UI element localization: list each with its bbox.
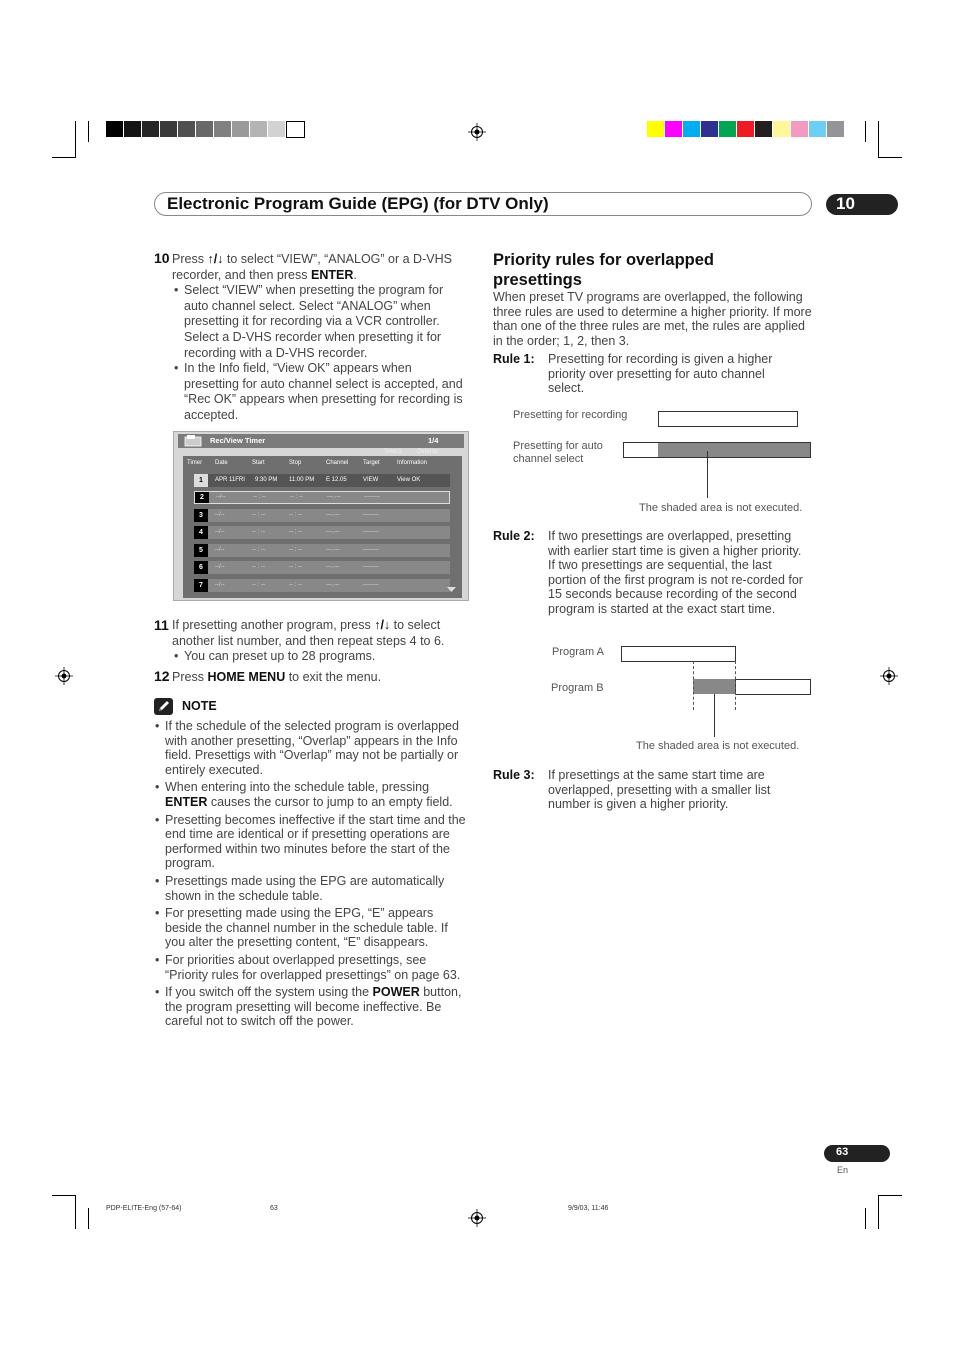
table-row[interactable] (194, 491, 450, 504)
language-label: En (837, 1165, 849, 1175)
list-item: • For priorities about overlapped presettings, see “Priority rules for overlapped presettings” on page 63. (155, 953, 471, 982)
gray-swatch (268, 121, 285, 137)
registration-mark-icon (468, 123, 486, 141)
step-text: If presetting another program, press (172, 618, 375, 632)
priority-intro: When preset TV programs are overlapped, the following three rules are used to determine a higher priority. If more than one of the three rules are met, the rules are applied in the order; 1, 2, then 3. (493, 290, 812, 348)
step-11-text (172, 618, 470, 665)
row-target: -------- (364, 494, 380, 500)
column-header: Channel (326, 460, 349, 466)
gray-swatch (250, 121, 267, 137)
gray-swatch (196, 121, 213, 137)
color-swatch (827, 121, 844, 137)
crop-mark (865, 121, 866, 142)
recording-bar (658, 411, 798, 427)
pointer-line (707, 451, 708, 498)
step-number: 12 (154, 668, 170, 684)
gray-swatch (178, 121, 195, 137)
diagram-label: Program A (552, 646, 604, 658)
step-10-text (172, 252, 468, 424)
page-title: Electronic Program Guide (EPG) (for DTV Only) (167, 194, 549, 213)
color-swatch (809, 121, 826, 137)
crop-mark (878, 121, 879, 158)
diagram-label: Program B (551, 682, 604, 694)
row-stop: 11:00 PM (289, 477, 315, 483)
step-text: to select another list number, and then repeat steps 4 to 6. (172, 618, 445, 648)
color-swatch (719, 121, 736, 137)
row-channel: ---.--- (327, 494, 341, 500)
gray-swatch (124, 121, 141, 137)
footer-page: 63 (270, 1205, 278, 1212)
column-header: Target (363, 460, 380, 466)
row-stop: -- : -- (289, 582, 302, 588)
row-target: -------- (363, 529, 379, 535)
color-swatch (755, 121, 772, 137)
table-row[interactable] (194, 579, 450, 592)
registration-mark-icon (55, 667, 73, 685)
column-header: Timer (187, 460, 203, 466)
row-start: -- : -- (252, 529, 265, 535)
row-number: 6 (194, 561, 208, 574)
note-pencil-icon (154, 698, 173, 715)
key-name: ENTER (165, 794, 208, 809)
program-b-bar (735, 679, 811, 695)
screen-title: Rec/View Timer (210, 436, 266, 445)
row-date: --/-- (215, 582, 225, 588)
rule-label: Rule 2: (493, 529, 535, 543)
overlap-label: Overlap (417, 449, 439, 455)
row-target: -------- (363, 547, 379, 553)
row-start: -- : -- (252, 547, 265, 553)
shaded-area (658, 443, 810, 457)
step-text: to select “VIEW”, “ANALOG” or a D-VHS recorder, and then press (172, 252, 452, 282)
step-text: Press (172, 252, 208, 266)
row-date: --/-- (216, 494, 226, 500)
scroll-down-icon[interactable] (447, 587, 456, 593)
column-header: Start (252, 460, 265, 466)
row-target: -------- (363, 512, 379, 518)
row-target: -------- (363, 564, 379, 570)
note-title: NOTE (182, 699, 217, 713)
diagram-caption: The shaded area is not executed. (636, 740, 800, 752)
row-stop: -- : -- (289, 547, 302, 553)
row-number: 5 (194, 544, 208, 557)
list-item: • Presetting becomes ineffective if the start time and the end time are identical or if presetting operations are performed within two minutes before the start of the program. (155, 813, 471, 871)
registration-mark-icon (880, 667, 898, 685)
row-date: --/-- (215, 547, 225, 553)
dashed-guide (735, 661, 736, 710)
row-number: 1 (194, 474, 208, 487)
table-row[interactable] (194, 474, 450, 487)
key-name: POWER (372, 985, 420, 1000)
gray-swatch (106, 121, 123, 137)
table-row[interactable] (194, 526, 450, 539)
row-number: 3 (194, 509, 208, 522)
registration-mark-icon (468, 1209, 486, 1227)
rule-text: Presetting for recording is given a higher priority over presetting for auto channel select. (548, 352, 773, 396)
crop-mark (75, 121, 76, 158)
list-item: • In the Info field, “View OK” appears when presetting for auto channel select is accepted, and “Rec OK” appears when presetting for recording is accepted. (174, 361, 468, 423)
timer-table (183, 449, 462, 598)
row-date: --/-- (215, 529, 225, 535)
row-channel: E 12.05 (326, 477, 347, 483)
step-number: 10 (154, 250, 170, 266)
table-row[interactable] (194, 544, 450, 557)
row-start: -- : -- (252, 512, 265, 518)
total-label: Total:1 (384, 449, 402, 455)
list-item: • You can preset up to 28 programs. (174, 649, 470, 665)
gray-swatch (160, 121, 177, 137)
diagram-label: Presetting for auto channel select (513, 440, 603, 465)
arrow-keys-icon: ↑/↓ (207, 252, 224, 266)
section-title: Priority rules for overlapped presettings (493, 251, 714, 289)
row-target: -------- (363, 582, 379, 588)
note-list (155, 719, 471, 1029)
row-date: --/-- (215, 512, 225, 518)
row-number: 7 (194, 579, 208, 592)
step-text: . (353, 267, 357, 282)
crop-mark (878, 157, 902, 158)
row-start: -- : -- (253, 494, 266, 500)
page-number-badge (824, 1145, 890, 1162)
step-12-text (172, 670, 470, 686)
row-channel: ---.--- (326, 547, 340, 553)
list-item: • If the schedule of the selected program is overlapped with another presetting, “Overlap” appears in the Info field. Presettigs with “Overlap” may not be partially or entirely executed. (155, 719, 471, 777)
color-swatch (665, 121, 682, 137)
crop-mark (88, 121, 89, 142)
row-date: APR 11FRI (215, 477, 245, 483)
gray-swatch (232, 121, 249, 137)
crop-mark (75, 1195, 76, 1229)
color-swatch (701, 121, 718, 137)
row-stop: -- : -- (289, 529, 302, 535)
screen-page: 1/4 (428, 436, 439, 445)
row-start: 9:30 PM (255, 477, 278, 483)
color-swatch (737, 121, 754, 137)
rule-label: Rule 3: (493, 768, 535, 782)
row-channel: ---.--- (326, 512, 340, 518)
row-channel: ---.--- (326, 582, 340, 588)
dashed-guide (693, 661, 694, 710)
column-header: Stop (289, 460, 302, 466)
row-number: 2 (195, 492, 209, 503)
color-swatch (791, 121, 808, 137)
row-number: 4 (194, 526, 208, 539)
row-channel: ---.--- (326, 529, 340, 535)
column-header: Date (215, 460, 228, 466)
list-item (155, 780, 471, 809)
shaded-area (693, 679, 736, 694)
diagram-label: Presetting for recording (513, 409, 628, 421)
table-row[interactable] (194, 561, 450, 574)
key-name: ENTER (310, 267, 354, 282)
arrow-keys-icon: ↑/↓ (374, 618, 391, 632)
row-stop: -- : -- (289, 512, 302, 518)
footer-file: PDP-ELITE-Eng (57-64) (106, 1205, 182, 1212)
rule-label: Rule 1: (493, 352, 535, 366)
color-swatch (773, 121, 790, 137)
row-start: -- : -- (252, 582, 265, 588)
list-item: • Select “VIEW” when presetting the program for auto channel select. Select “ANALOG” when presetting it for recording via a VCR controller. Select a D-VHS recorder when presetting it for recording with a D-VHS recorder. (174, 283, 468, 361)
gray-swatch (286, 121, 305, 138)
crop-mark (865, 1208, 866, 1229)
row-start: -- : -- (252, 564, 265, 570)
row-date: --/-- (215, 564, 225, 570)
row-stop: -- : -- (289, 564, 302, 570)
note-text: causes the cursor to jump to an empty field. (207, 794, 453, 809)
list-item (155, 985, 471, 1029)
crop-mark (52, 1195, 76, 1196)
list-item: • Presettings made using the EPG are automatically shown in the schedule table. (155, 874, 471, 903)
list-item: • For presetting made using the EPG, “E” appears beside the channel number in the schedule table. If you alter the presetting content, “E” disappears. (155, 906, 471, 950)
crop-mark (52, 157, 76, 158)
color-swatch (647, 121, 664, 137)
table-row[interactable] (194, 509, 450, 522)
screen-title-bar (178, 434, 464, 448)
row-channel: ---.--- (326, 564, 340, 570)
pointer-line (714, 694, 715, 737)
step-text: Press (172, 670, 208, 684)
row-info: View OK (397, 477, 421, 483)
color-swatch (683, 121, 700, 137)
rule-text: If two presettings are overlapped, presetting with earlier start time is given a higher priority. If two presettings are sequential, the last portion of the first program is not re-corded for 15 seconds because recording of the second program is started at the exact start time. (548, 529, 803, 616)
page-number: 63 (836, 1146, 849, 1158)
key-name: HOME MENU (207, 670, 286, 684)
row-stop: -- : -- (290, 494, 303, 500)
step-number: 11 (154, 617, 169, 633)
crop-mark (88, 1208, 89, 1229)
row-target: VIEW (363, 477, 379, 483)
column-header: Information (397, 460, 428, 466)
note-text: When entering into the schedule table, pressing (165, 780, 430, 795)
note-text: If you switch off the system using the (165, 985, 373, 1000)
program-a-bar (621, 646, 736, 662)
footer-date: 9/9/03, 11:46 (568, 1205, 609, 1212)
gray-swatch (214, 121, 231, 137)
rec-view-timer-screen (173, 431, 469, 601)
crop-mark (878, 1195, 902, 1196)
chapter-number: 10 (836, 194, 855, 213)
step-text: to exit the menu. (285, 670, 382, 684)
timer-icon (184, 435, 204, 447)
chapter-badge (826, 194, 898, 215)
page-header (154, 192, 812, 216)
note-text: button, the program presetting will become ineffective. Be careful not to switch off the power. (165, 985, 462, 1029)
rule-text: If presettings at the same start time are overlapped, presetting with a smaller list number is given a higher priority. (548, 768, 771, 812)
crop-mark (878, 1195, 879, 1229)
gray-swatch (142, 121, 159, 137)
diagram-caption: The shaded area is not executed. (639, 502, 803, 514)
